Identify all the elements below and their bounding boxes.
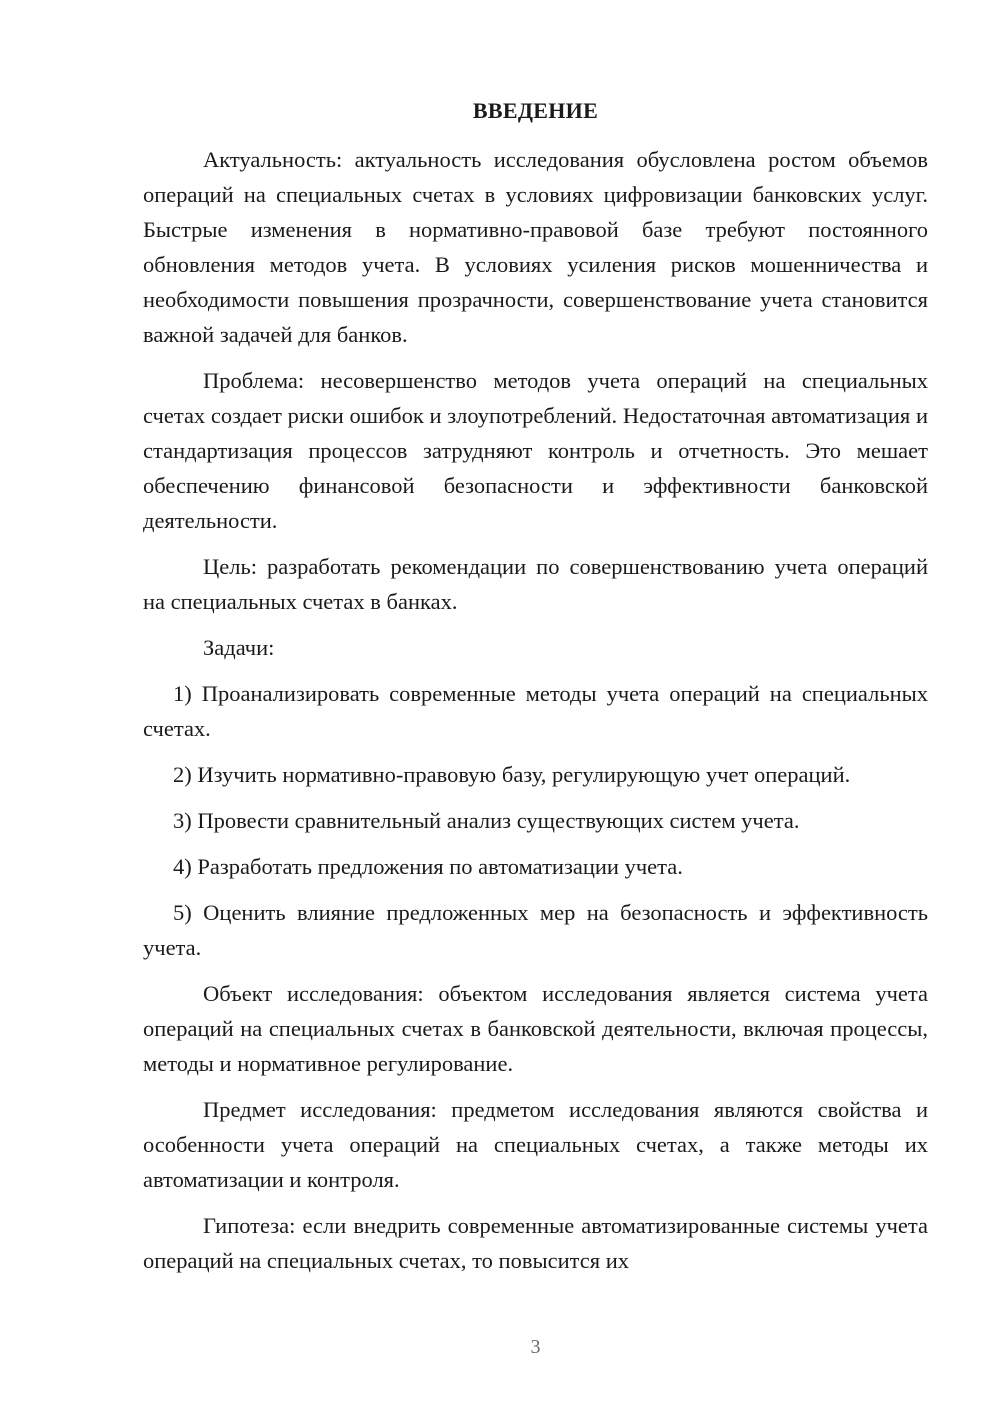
task-item-3: 3) Провести сравнительный анализ существующих систем учета.: [173, 808, 800, 833]
task-item-2: 2) Изучить нормативно-правовую базу, регулирующую учет операций.: [173, 762, 851, 787]
paragraph-relevance: Актуальность: актуальность исследования обусловлена ростом объемов операций на специальных счетах в условиях цифровизации банковских услуг. Быстрые изменения в нормативно-правовой базе требуют постоянного обновления методов учета. В условиях усиления рисков мошенничества и необходимости повышения прозрачности, совершенствование учета становится важной задачей для банков.: [143, 147, 928, 347]
document-page: [143, 0, 928, 1414]
paragraph-hypothesis: Гипотеза: если внедрить современные автоматизированные системы учета операций на специальных счетах, то повысится их: [143, 1213, 928, 1273]
paragraph-problem: Проблема: несовершенство методов учета операций на специальных счетах создает риски ошибок и злоупотреблений. Недостаточная автоматизация и стандартизация процессов затрудняют контроль и отчетность. Это мешает обеспечению финансовой безопасности и эффективности банковской деятельности.: [143, 368, 928, 533]
page-number: 3: [530, 1336, 541, 1358]
body-text: [143, 142, 928, 1289]
task-item-4: 4) Разработать предложения по автоматизации учета.: [173, 854, 683, 879]
paragraph-subject: Предмет исследования: предметом исследования являются свойства и особенности учета операций на специальных счетах, а также методы их автоматизации и контроля.: [143, 1097, 928, 1192]
paragraph-tasks-label: Задачи:: [203, 635, 275, 660]
task-item-1: 1) Проанализировать современные методы учета операций на специальных счетах.: [143, 681, 928, 741]
paragraph-goal: Цель: разработать рекомендации по совершенствованию учета операций на специальных счетах в банках.: [143, 554, 928, 614]
task-item-5: 5) Оценить влияние предложенных мер на безопасность и эффективность учета.: [143, 900, 928, 960]
section-heading: ВВЕДЕНИЕ: [472, 98, 599, 123]
paragraph-object: Объект исследования: объектом исследования является система учета операций на специальных счетах в банковской деятельности, включая процессы, методы и нормативное регулирование.: [143, 981, 928, 1076]
